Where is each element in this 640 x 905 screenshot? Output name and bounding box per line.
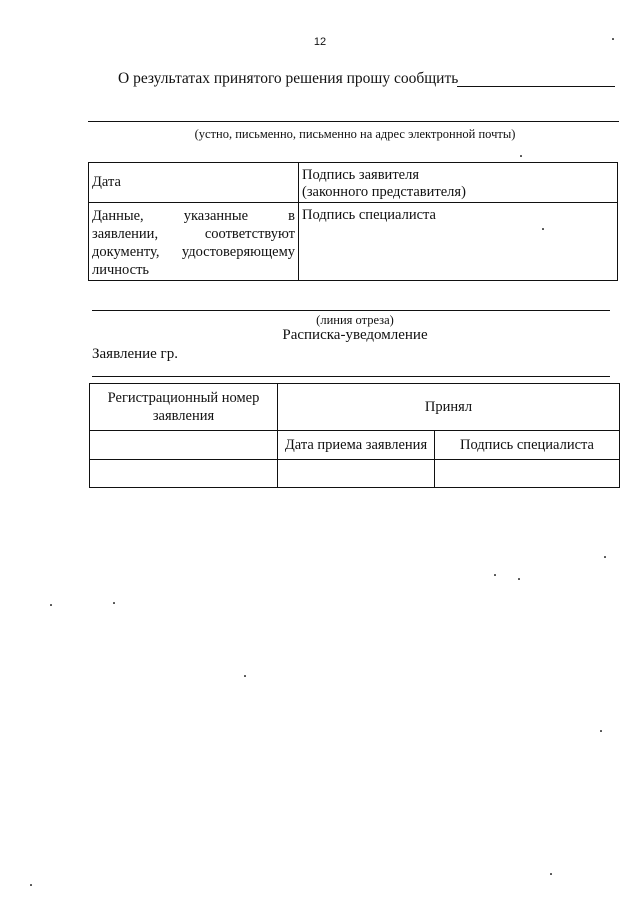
scan-speck xyxy=(244,675,246,677)
date-cell xyxy=(89,163,299,203)
reg-number-cell xyxy=(90,431,278,460)
scan-speck xyxy=(550,873,552,875)
applicant-name-line xyxy=(92,376,610,377)
data-check-line: личность xyxy=(92,262,150,278)
specialist-signature-header: Подпись специалиста xyxy=(435,431,620,460)
receipt-title: Расписка-уведомление xyxy=(282,327,428,343)
date-received-value-cell xyxy=(278,460,435,488)
data-check-line: заявлении, соответствуют xyxy=(92,226,295,242)
applicant-label: Заявление гр. xyxy=(92,346,178,362)
table-row xyxy=(90,431,620,460)
scan-speck xyxy=(604,556,606,558)
result-request-text: О результатах принятого решения прошу сообщить xyxy=(118,70,459,87)
page-number: 12 xyxy=(313,36,327,48)
receipt-table xyxy=(89,383,620,488)
reg-number-value-cell xyxy=(90,460,278,488)
data-check-line: Данные, указанные в xyxy=(92,208,295,224)
table-row xyxy=(90,460,620,488)
specialist-signature-label: Подпись специалиста xyxy=(302,207,436,223)
cut-line-hint: (линия отреза) xyxy=(316,313,394,327)
scan-speck xyxy=(600,730,602,732)
scan-speck xyxy=(542,228,544,230)
table-row xyxy=(89,203,618,281)
request-continuation-line xyxy=(88,121,619,122)
legal-representative-label: (законного представителя) xyxy=(302,184,466,200)
specialist-signature-value-cell xyxy=(435,460,620,488)
accepted-header: Принял xyxy=(278,384,620,431)
specialist-signature-cell xyxy=(299,203,618,281)
signature-table xyxy=(88,162,618,281)
cut-line xyxy=(92,310,610,311)
scan-speck xyxy=(494,574,496,576)
data-check-cell xyxy=(89,203,299,281)
scan-speck xyxy=(612,38,614,40)
data-check-line: документу, удостоверяющему xyxy=(92,244,295,260)
date-label: Дата xyxy=(92,174,121,190)
table-row xyxy=(89,163,618,203)
table-row xyxy=(90,384,620,431)
scan-speck xyxy=(113,602,115,604)
applicant-signature-cell xyxy=(299,163,618,203)
reg-number-header: Регистрационный номер заявления xyxy=(90,384,278,431)
date-received-header: Дата приема заявления xyxy=(278,431,435,460)
notification-methods-hint: (устно, письменно, письменно на адрес электронной почты) xyxy=(194,127,516,141)
scan-speck xyxy=(30,884,32,886)
request-blank-line xyxy=(457,86,615,87)
scan-speck xyxy=(50,604,52,606)
scan-speck xyxy=(518,578,520,580)
applicant-signature-label: Подпись заявителя xyxy=(302,167,419,183)
scan-speck xyxy=(520,155,522,157)
